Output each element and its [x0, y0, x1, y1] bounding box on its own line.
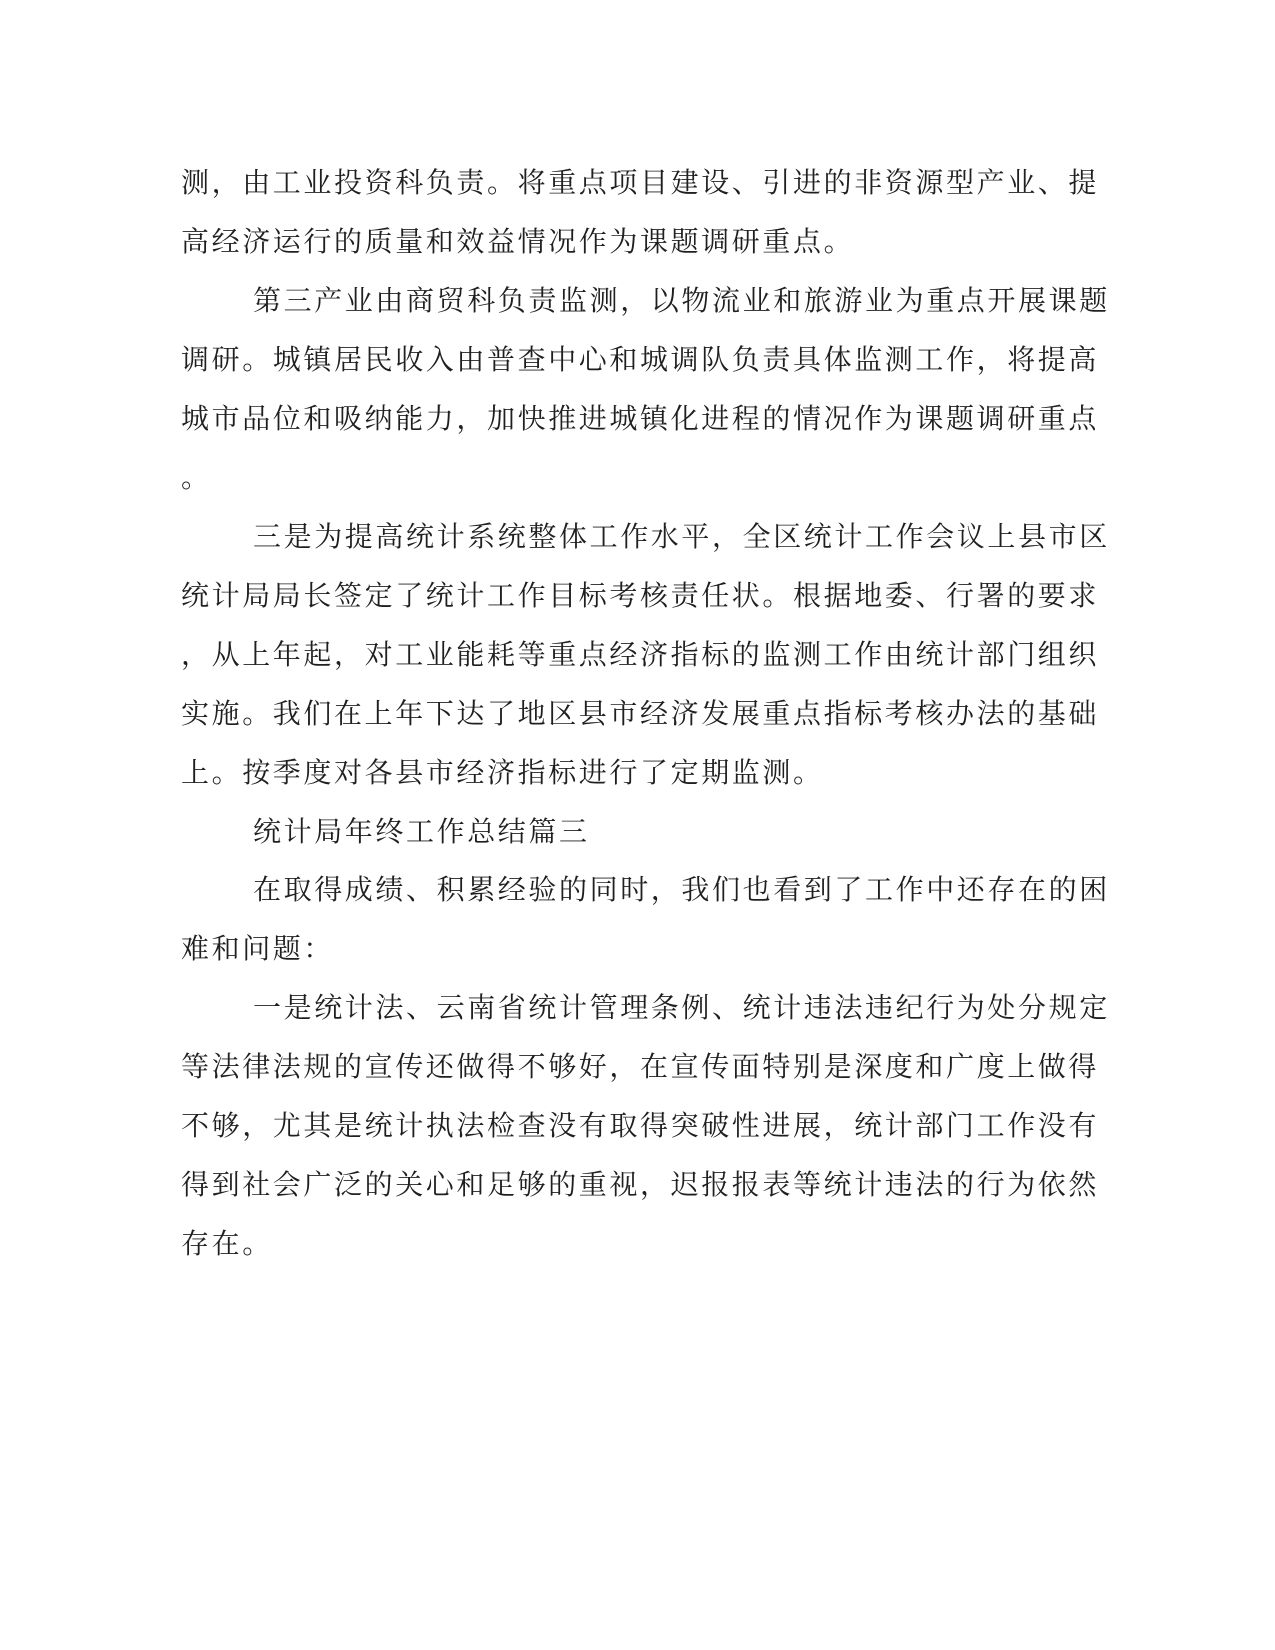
text-line: 等法律法规的宣传还做得不够好，在宣传面特别是深度和广度上做得 [181, 1050, 1100, 1083]
text-line: 。 [181, 461, 212, 494]
text-line: 存在。 [181, 1227, 273, 1260]
text-line: 调研。城镇居民收入由普查中心和城调队负责具体监测工作，将提高 [181, 343, 1100, 376]
text-line: 难和问题： [181, 932, 335, 965]
section-heading: 统计局年终工作总结篇三 [253, 815, 590, 848]
text-line: 城市品位和吸纳能力，加快推进城镇化进程的情况作为课题调研重点 [181, 402, 1100, 435]
text-line: 得到社会广泛的关心和足够的重视，迟报报表等统计违法的行为依然 [181, 1168, 1100, 1201]
text-line: 高经济运行的质量和效益情况作为课题调研重点。 [181, 225, 855, 258]
text-line: 统计局局长签定了统计工作目标考核责任状。根据地委、行署的要求 [181, 579, 1100, 612]
text-line: 不够，尤其是统计执法检查没有取得突破性进展，统计部门工作没有 [181, 1109, 1100, 1142]
paragraph-start-line: 在取得成绩、积累经验的同时，我们也看到了工作中还存在的困 [253, 873, 1110, 906]
paragraph-start-line: 第三产业由商贸科负责监测，以物流业和旅游业为重点开展课题 [253, 284, 1110, 317]
document-body [181, 153, 1110, 1273]
text-line: 测，由工业投资科负责。将重点项目建设、引进的非资源型产业、提 [181, 166, 1100, 199]
text-line: 实施。我们在上年下达了地区县市经济发展重点指标考核办法的基础 [181, 697, 1100, 730]
text-line: 上。按季度对各县市经济指标进行了定期监测。 [181, 756, 824, 789]
paragraph-start-line: 三是为提高统计系统整体工作水平，全区统计工作会议上县市区 [253, 520, 1110, 553]
text-line: ，从上年起，对工业能耗等重点经济指标的监测工作由统计部门组织 [181, 638, 1100, 671]
paragraph-start-line: 一是统计法、云南省统计管理条例、统计违法违纪行为处分规定 [253, 991, 1110, 1024]
